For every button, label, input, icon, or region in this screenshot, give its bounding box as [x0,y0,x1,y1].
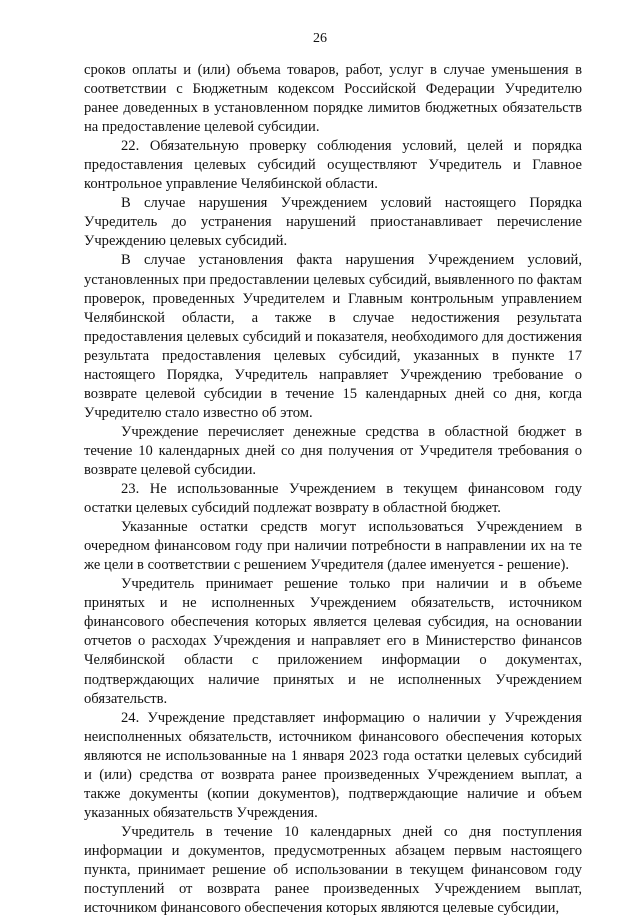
paragraph-founder-decision: Учредитель в течение 10 календарных дней со дня поступления информации и документов, предусмотренных абзацем первым настоящего пункта, принимает решение об использовании в текущем финансовом году поступлений от возврата ранее произведенных Учреждением выплат, источником финансового обеспечения которых являются целевые субсидии, [84,823,582,917]
paragraph-violation-return: В случае установления факта нарушения Учреждением условий, установленных при предоставлении целевых субсидий, выявленного по фактам проверок, проведенных Учредителем и Главным контрольным управлением Челябинской области, а также в случае недостижения результата предоставления целевых субсидий и показателя, необходимого для достижения результата предоставления целевых субсидий, указанных в пункте 17 настоящего Порядка, Учредитель направляет Учреждению требование о возврате целевой субсидии в течение 15 календарных дней со дня, когда Учредителю стало известно об этом. [84,252,582,421]
paragraph-suspension: В случае нарушения Учреждением условий настоящего Порядка Учредитель до устранения нарушений приостанавливает перечисление Учреждению целевых субсидий. [84,195,582,250]
paragraph-clause-22: 22. Обязательную проверку соблюдения условий, целей и порядка предоставления целевых субсидий осуществляют Учредитель и Главное контрольное управление Челябинской области. [84,138,582,193]
document-body [84,61,582,918]
paragraph-clause-24: 24. Учреждение представляет информацию о наличии у Учреждения неисполненных обязательств, источником финансового обеспечения которых являются не использованные на 1 января 2023 года остатки целевых субсидий и (или) средства от возврата ранее произведенных Учреждением выплат, а также документы (копии документов), подтверждающие наличие и объем указанных обязательств Учреждения. [84,709,582,821]
paragraph-clause-23: 23. Не использованные Учреждением в текущем финансовом году остатки целевых субсидий подлежат возврату в областной бюджет. [84,481,582,517]
paragraph-transfer-funds: Учреждение перечисляет денежные средства в областной бюджет в течение 10 календарных дней со дня получения от Учредителя требования о возврате целевой субсидии. [84,423,582,478]
paragraph-continuation: сроков оплаты и (или) объема товаров, работ, услуг в случае уменьшения в соответствии с Бюджетным кодексом Российской Федерации Учредителю ранее доведенных в установленном порядке лимитов бюджетных обязательств на предоставление целевой субсидии. [84,62,582,136]
paragraph-remaining-funds: Указанные остатки средств могут использоваться Учреждением в очередном финансовом году при наличии потребности в направлении их на те же цели в соответствии с решением Учредителя (далее именуется - решение). [84,519,582,574]
page-number: 26 [313,31,327,46]
paragraph-decision: Учредитель принимает решение только при наличии и в объеме принятых и не исполненных Учреждением обязательств, источником финансового обеспечения которых является целевая субсидия, на основании отчетов о расходах Учреждения и направляет его в Министерство финансов Челябинской области с приложением информации о документах, подтверждающих наличие принятых и не исполненных Учреждением обязательств. [84,576,582,707]
